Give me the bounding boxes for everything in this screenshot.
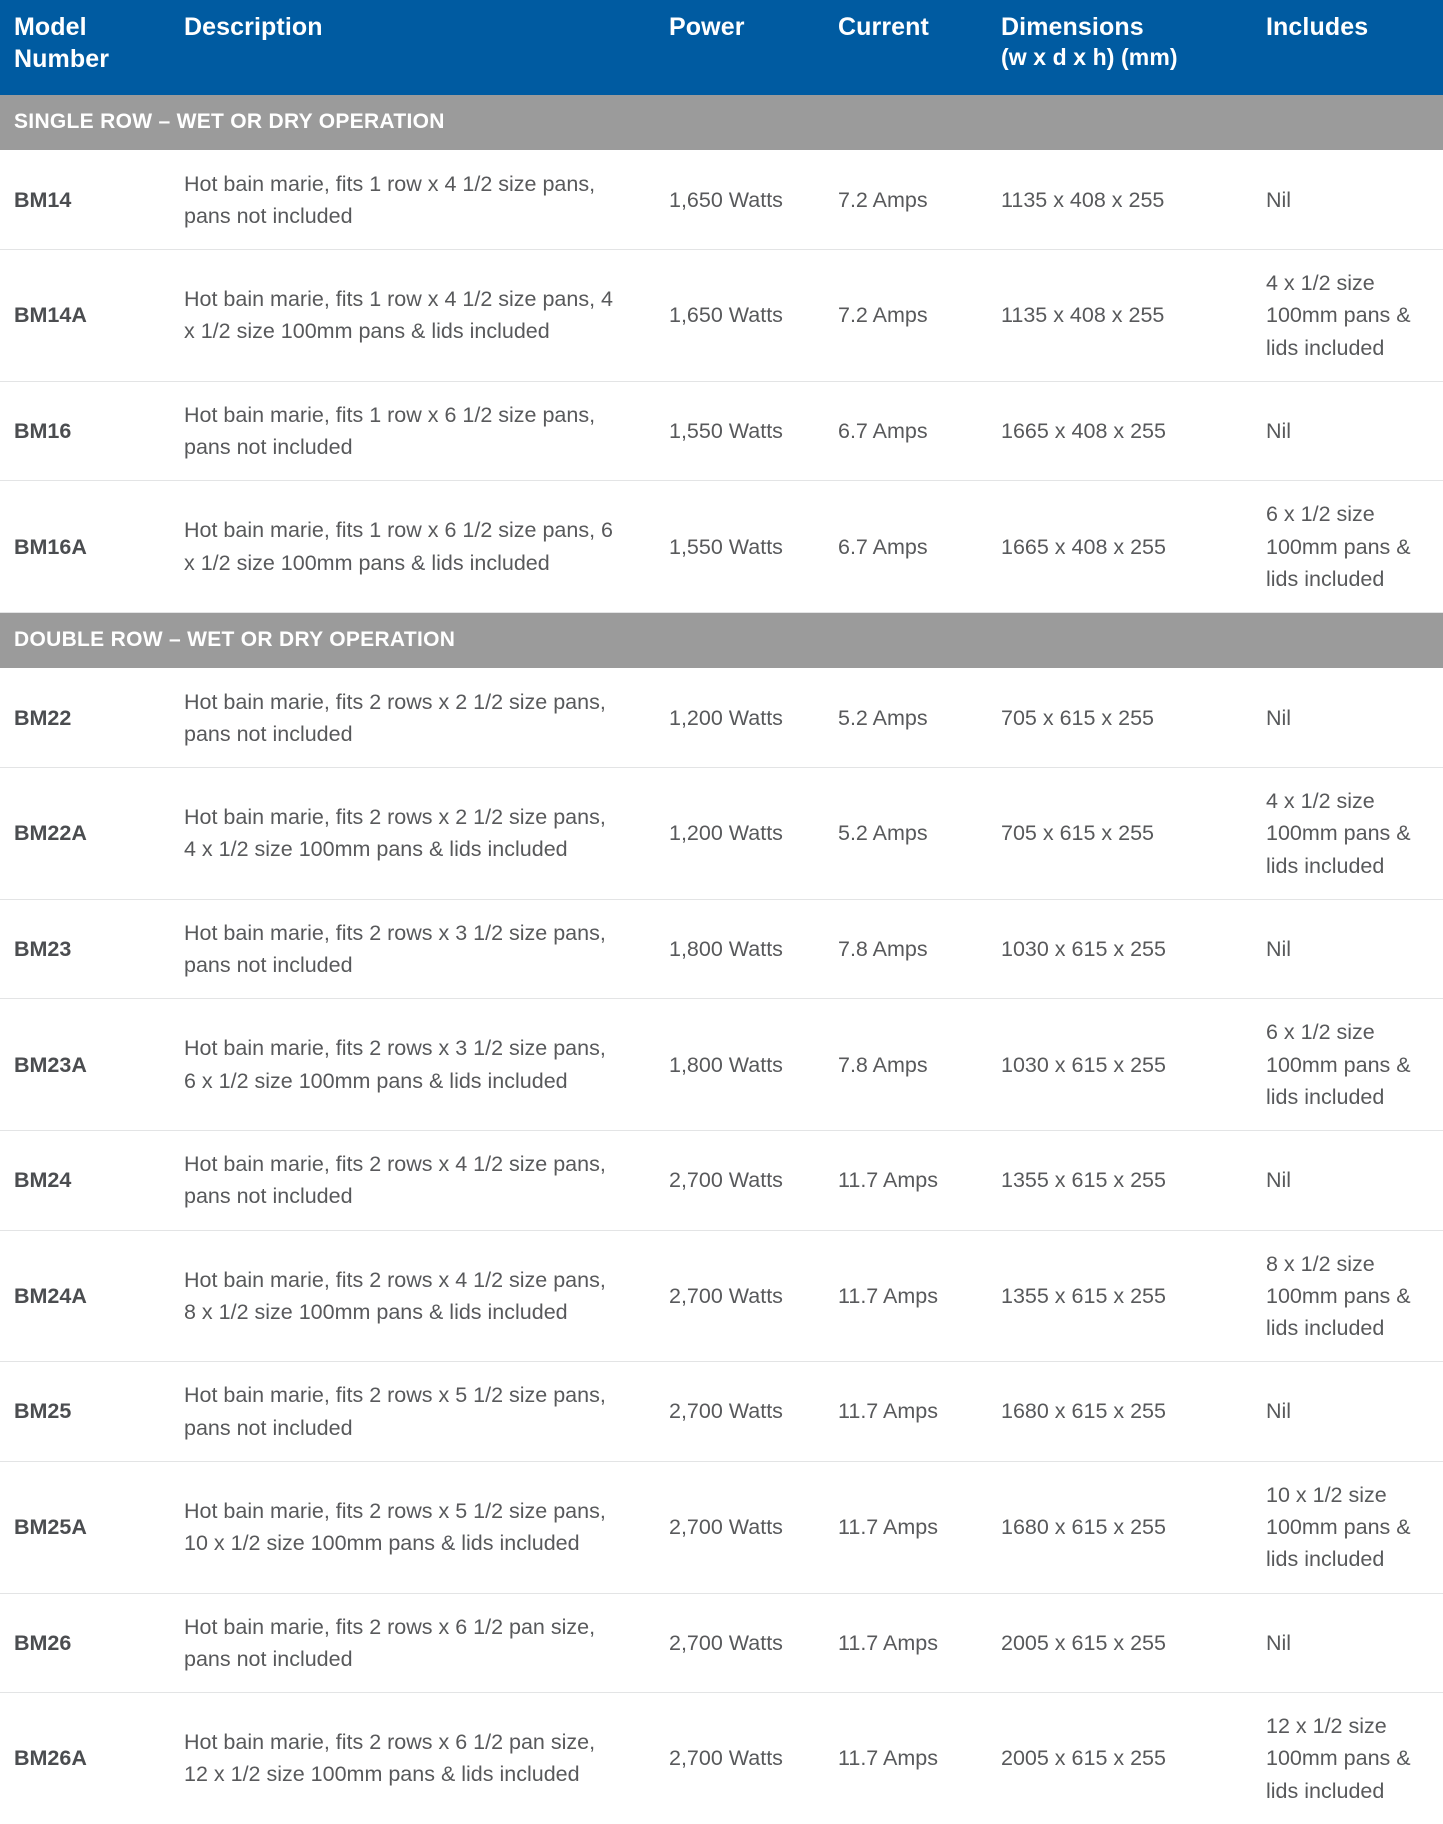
cell-description: Hot bain marie, fits 1 row x 6 1/2 size pans, pans not included — [164, 381, 641, 481]
cell-dimensions: 1135 x 408 x 255 — [971, 250, 1246, 382]
section-header-row — [0, 613, 1443, 669]
table-row — [0, 381, 1443, 481]
table-row — [0, 999, 1443, 1131]
cell-includes: 12 x 1/2 size 100mm pans & lids included — [1266, 1714, 1411, 1803]
table-row — [0, 1362, 1443, 1462]
table-row — [0, 768, 1443, 900]
cell-model-number: BM16 — [0, 381, 164, 481]
cell-power: 1,550 Watts — [641, 381, 816, 481]
cell-current: 6.7 Amps — [816, 381, 971, 481]
cell-model-number: BM22 — [0, 668, 164, 768]
cell-dimensions: 1030 x 615 x 255 — [971, 899, 1246, 999]
cell-current: 7.8 Amps — [816, 899, 971, 999]
column-header-model-number — [0, 0, 164, 95]
cell-model-number: BM23A — [0, 999, 164, 1131]
table-row — [0, 481, 1443, 613]
table-row — [0, 1693, 1443, 1824]
table-header — [0, 0, 1443, 95]
cell-power: 1,200 Watts — [641, 768, 816, 900]
cell-description: Hot bain marie, fits 2 rows x 6 1/2 pan size, 12 x 1/2 size 100mm pans & lids included — [184, 1730, 596, 1787]
cell-current: 7.8 Amps — [816, 999, 971, 1131]
cell-current: 5.2 Amps — [816, 668, 971, 768]
cell-dimensions: 1030 x 615 x 255 — [971, 999, 1246, 1131]
cell-model-number: BM26A — [14, 1746, 87, 1771]
section-title: DOUBLE ROW – WET OR DRY OPERATION — [0, 613, 1443, 669]
cell-dimensions: 1355 x 615 x 255 — [971, 1131, 1246, 1231]
cell-model-number: BM14A — [0, 250, 164, 382]
cell-model-number: BM25A — [0, 1461, 164, 1593]
column-header-description — [164, 0, 641, 95]
cell-description: Hot bain marie, fits 2 rows x 2 1/2 size pans, pans not included — [164, 668, 641, 768]
cell-description: Hot bain marie, fits 1 row x 4 1/2 size pans, 4 x 1/2 size 100mm pans & lids included — [164, 250, 641, 382]
cell-current: 11.7 Amps — [838, 1746, 938, 1771]
header-row — [0, 0, 1443, 95]
cell-power: 1,800 Watts — [641, 999, 816, 1131]
cell-description: Hot bain marie, fits 2 rows x 5 1/2 size pans, pans not included — [164, 1362, 641, 1462]
cell-model-number: BM22A — [0, 768, 164, 900]
cell-current: 11.7 Amps — [816, 1593, 971, 1693]
table-body — [0, 95, 1443, 1824]
cell-current: 7.2 Amps — [816, 250, 971, 382]
cell-dimensions: 1680 x 615 x 255 — [971, 1362, 1246, 1462]
table-row — [0, 1461, 1443, 1593]
column-header-label: Dimensions — [1001, 13, 1144, 41]
cell-model-number: BM26 — [0, 1593, 164, 1693]
cell-dimensions: 1665 x 408 x 255 — [971, 381, 1246, 481]
cell-dimensions: 1680 x 615 x 255 — [971, 1461, 1246, 1593]
cell-model-number: BM16A — [0, 481, 164, 613]
cell-description: Hot bain marie, fits 1 row x 4 1/2 size pans, pans not included — [164, 150, 641, 250]
cell-includes: Nil — [1246, 668, 1443, 768]
cell-includes: Nil — [1246, 1131, 1443, 1231]
cell-current: 7.2 Amps — [816, 150, 971, 250]
cell-includes: Nil — [1246, 1593, 1443, 1693]
cell-power: 2,700 Watts — [641, 1461, 816, 1593]
column-header-label: Includes — [1266, 13, 1369, 41]
cell-power: 1,550 Watts — [641, 481, 816, 613]
cell-dimensions: 705 x 615 x 255 — [971, 668, 1246, 768]
cell-includes: Nil — [1246, 150, 1443, 250]
cell-power: 1,800 Watts — [641, 899, 816, 999]
column-header-label: Power — [669, 13, 745, 41]
cell-includes: Nil — [1246, 1362, 1443, 1462]
cell-includes: 4 x 1/2 size 100mm pans & lids included — [1246, 250, 1443, 382]
cell-power: 1,200 Watts — [641, 668, 816, 768]
cell-dimensions: 2005 x 615 x 255 — [1001, 1746, 1166, 1771]
cell-current: 11.7 Amps — [816, 1461, 971, 1593]
table-row — [0, 668, 1443, 768]
table-row — [0, 1230, 1443, 1362]
cell-dimensions: 1135 x 408 x 255 — [971, 150, 1246, 250]
cell-model-number: BM24A — [0, 1230, 164, 1362]
cell-current: 11.7 Amps — [816, 1230, 971, 1362]
cell-model-number: BM23 — [0, 899, 164, 999]
cell-model-number: BM24 — [0, 1131, 164, 1231]
cell-description: Hot bain marie, fits 1 row x 6 1/2 size pans, 6 x 1/2 size 100mm pans & lids included — [164, 481, 641, 613]
cell-power: 2,700 Watts — [641, 1362, 816, 1462]
cell-dimensions: 1665 x 408 x 255 — [971, 481, 1246, 613]
cell-includes: 4 x 1/2 size 100mm pans & lids included — [1246, 768, 1443, 900]
cell-includes: 8 x 1/2 size 100mm pans & lids included — [1246, 1230, 1443, 1362]
cell-model-number: BM14 — [0, 150, 164, 250]
cell-power: 2,700 Watts — [641, 1593, 816, 1693]
cell-power: 2,700 Watts — [669, 1746, 783, 1771]
column-header-dimensions — [971, 0, 1246, 95]
cell-current: 11.7 Amps — [816, 1131, 971, 1231]
table-row — [0, 1131, 1443, 1231]
column-header-current — [816, 0, 971, 95]
cell-power: 2,700 Watts — [641, 1230, 816, 1362]
cell-dimensions: 2005 x 615 x 255 — [971, 1593, 1246, 1693]
cell-description: Hot bain marie, fits 2 rows x 2 1/2 size pans, 4 x 1/2 size 100mm pans & lids included — [164, 768, 641, 900]
cell-power: 2,700 Watts — [641, 1131, 816, 1231]
cell-power: 1,650 Watts — [641, 150, 816, 250]
section-header-row — [0, 95, 1443, 150]
cell-dimensions: 705 x 615 x 255 — [971, 768, 1246, 900]
table-row — [0, 899, 1443, 999]
cell-includes: Nil — [1246, 381, 1443, 481]
cell-includes: 6 x 1/2 size 100mm pans & lids included — [1246, 481, 1443, 613]
table-row — [0, 150, 1443, 250]
cell-current: 6.7 Amps — [816, 481, 971, 613]
cell-current: 11.7 Amps — [816, 1362, 971, 1462]
column-header-label: Description — [184, 13, 323, 41]
column-header-sublabel: (w x d x h) (mm) — [1001, 44, 1178, 70]
cell-dimensions: 1355 x 615 x 255 — [971, 1230, 1246, 1362]
cell-includes: 6 x 1/2 size 100mm pans & lids included — [1246, 999, 1443, 1131]
cell-description: Hot bain marie, fits 2 rows x 4 1/2 size pans, 8 x 1/2 size 100mm pans & lids included — [164, 1230, 641, 1362]
cell-description: Hot bain marie, fits 2 rows x 4 1/2 size pans, pans not included — [164, 1131, 641, 1231]
cell-description: Hot bain marie, fits 2 rows x 5 1/2 size pans, 10 x 1/2 size 100mm pans & lids included — [164, 1461, 641, 1593]
column-header-includes — [1246, 0, 1443, 95]
column-header-power — [641, 0, 816, 95]
cell-model-number: BM25 — [0, 1362, 164, 1462]
cell-power: 1,650 Watts — [641, 250, 816, 382]
cell-description: Hot bain marie, fits 2 rows x 3 1/2 size pans, 6 x 1/2 size 100mm pans & lids included — [164, 999, 641, 1131]
table-row — [0, 250, 1443, 382]
cell-description: Hot bain marie, fits 2 rows x 3 1/2 size pans, pans not included — [164, 899, 641, 999]
table-row — [0, 1593, 1443, 1693]
cell-current: 5.2 Amps — [816, 768, 971, 900]
column-header-label: Model Number — [14, 13, 110, 73]
section-title: SINGLE ROW – WET OR DRY OPERATION — [0, 95, 1443, 150]
column-header-label: Current — [838, 13, 929, 41]
cell-includes: 10 x 1/2 size 100mm pans & lids included — [1246, 1461, 1443, 1593]
cell-description: Hot bain marie, fits 2 rows x 6 1/2 pan size, pans not included — [164, 1593, 641, 1693]
cell-includes: Nil — [1246, 899, 1443, 999]
